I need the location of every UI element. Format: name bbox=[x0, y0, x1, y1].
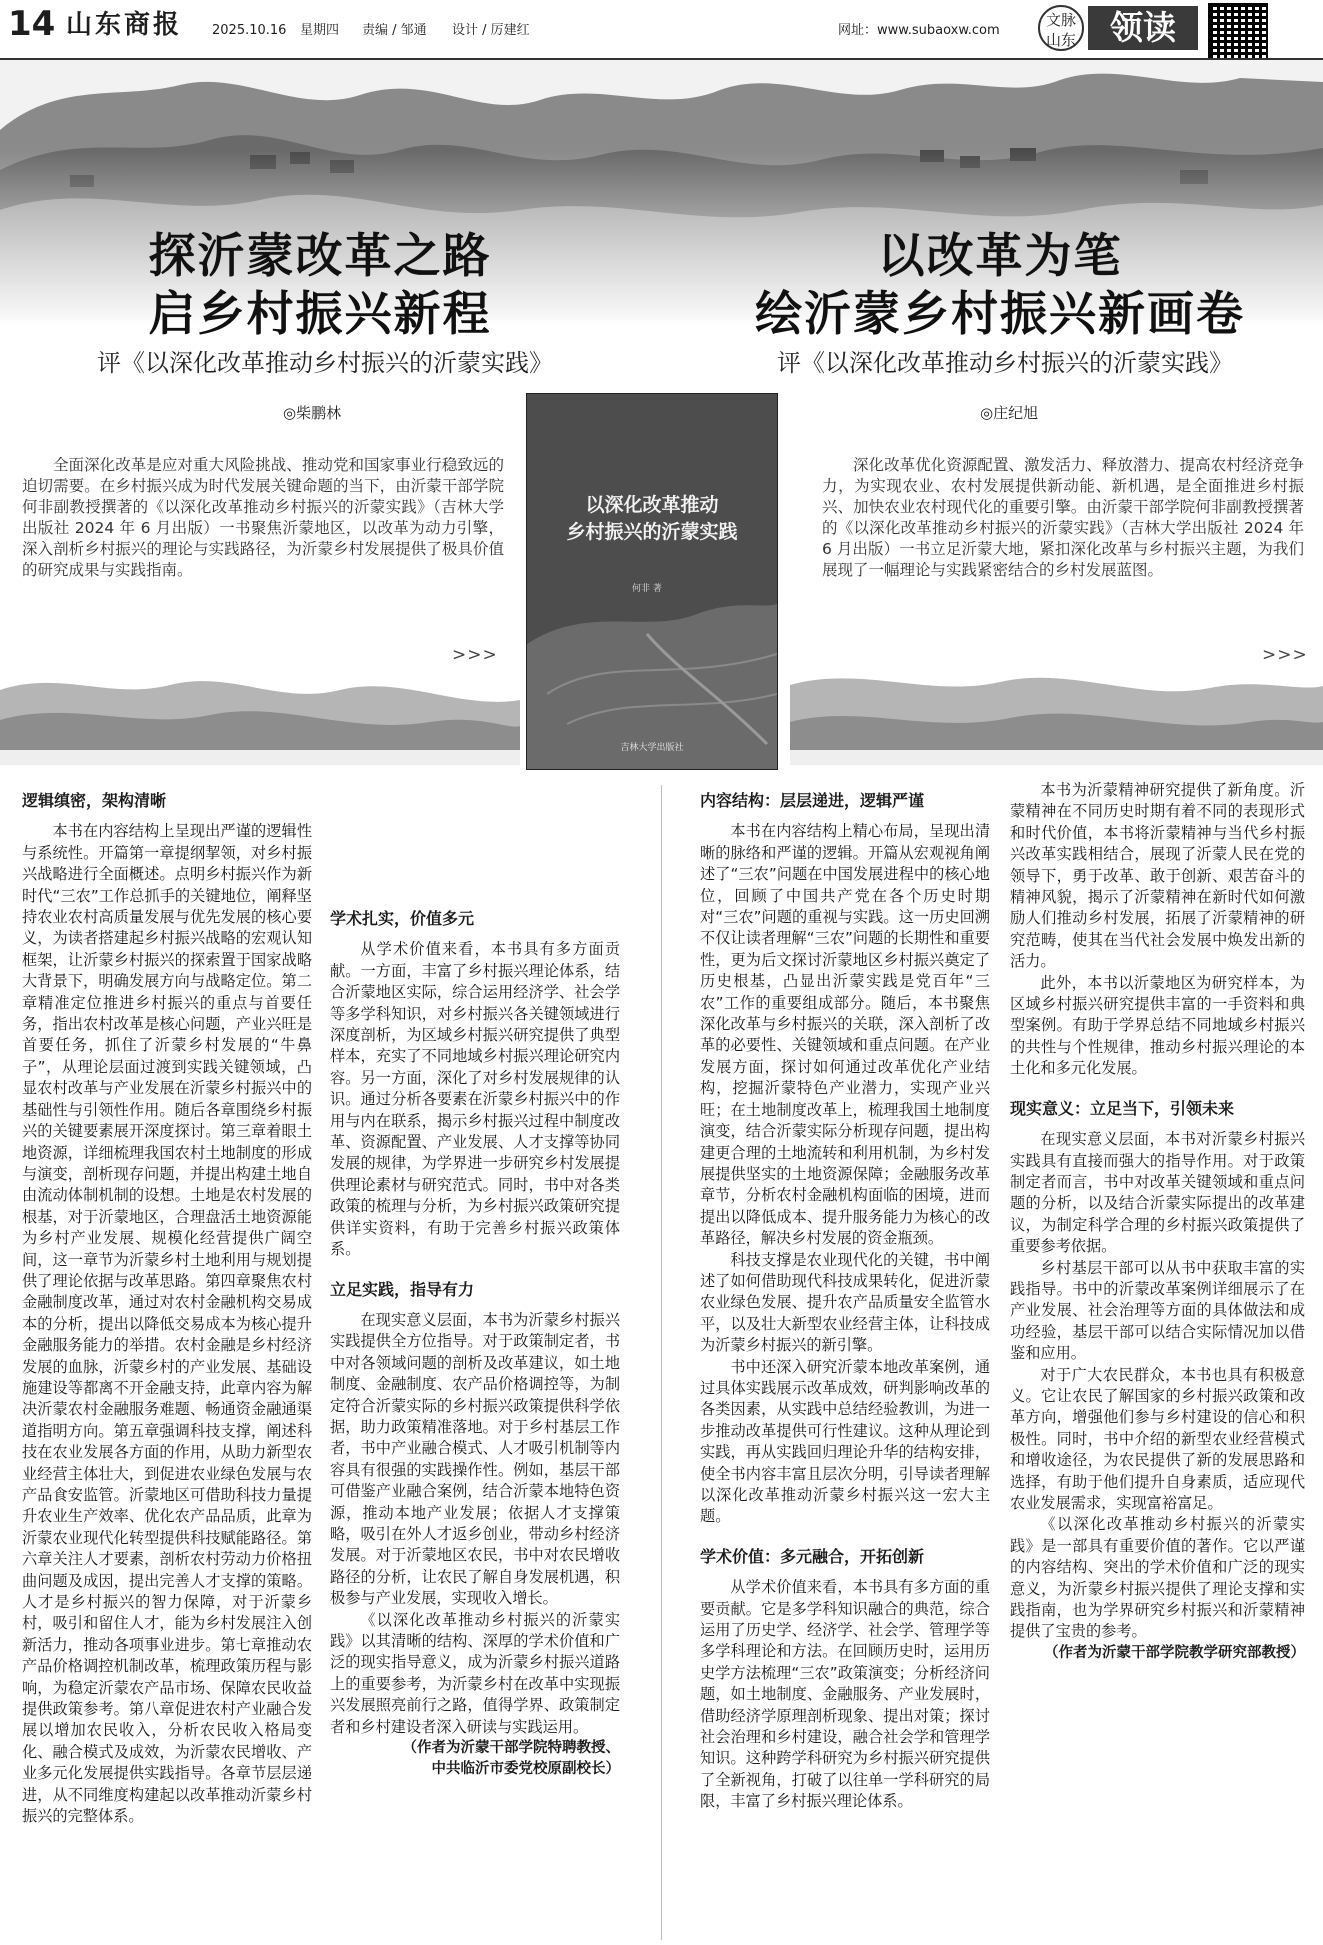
right-section-3-paragraph-4: 《以深化改革推动乡村振兴的沂蒙实践》是一部具有重要价值的著作。它以严谨的内容结构、突出的学术价值和广泛的现实意义，为沂蒙乡村振兴提供了理论支撑和实践指南，也为学界研究乡村振兴和沂蒙精神提供了宝贵的参考。 bbox=[1010, 1515, 1305, 1641]
website-url[interactable]: 网址：www.subaoxw.com bbox=[838, 23, 1000, 38]
right-section-3-paragraph-3: 对于广大农民群众，本书也具有积极意义。它让农民了解国家的乡村振兴政策和改革方向，增强他们参与乡村建设的信心和积极性。同时，书中介绍的新型农业经营模式和增收途径，为农民提供了新的发展思路和选择，有助于他们提升自身素质，适应现代农业发展需求，实现富裕富足。 bbox=[1010, 1365, 1305, 1512]
right-more-arrows: >>> bbox=[1262, 645, 1308, 665]
book-cover bbox=[527, 394, 777, 769]
right-headline-line2: 绘沂蒙乡村振兴新画卷 bbox=[755, 287, 1245, 342]
right-section-2-paragraph-3: 此外，本书以沂蒙地区为研究样本，为区域乡村振兴研究提供丰富的一手资料和典型案例。有助于学界总结不同地域乡村振兴的共性与个性规律，推动乡村振兴理论的本土化和多元化发展。 bbox=[1010, 973, 1305, 1078]
paper-name: 山东商报 bbox=[66, 10, 183, 40]
left-section-3-title: 立足实践，指导有力 bbox=[330, 1279, 475, 1299]
left-article-column-2 bbox=[330, 790, 620, 1781]
right-section-2-title: 学术价值：多元融合，开拓创新 bbox=[700, 1546, 925, 1566]
right-section-1-paragraph-2: 科技支撑是农业现代化的关键，书中阐述了如何借助现代科技成果转化，促进沂蒙农业绿色发展、提升农产品质量安全监管水平，以及壮大新型农业经营主体，让科技成为沂蒙乡村振兴的新引擎。 bbox=[700, 1250, 990, 1355]
left-section-3-paragraph-2: 《以深化改革推动乡村振兴的沂蒙实践》以其清晰的结构、深厚的学术价值和广泛的现实指导意义，成为沂蒙乡村振兴道路上的重要参考，为沂蒙乡村在改革中实现振兴发展照亮前行之路，值得学界、政策制定者和乡村建设者深入研读与实践运用。 bbox=[330, 1610, 620, 1736]
left-headline-line1: 探沂蒙改革之路 bbox=[148, 229, 492, 284]
center-divider bbox=[661, 785, 662, 1940]
left-section-3-paragraph-1: 在现实意义层面，本书为沂蒙乡村振兴实践提供全方位指导。对于政策制定者，书中对各领域问题的剖析及改革建议，如土地制度、金融制度、农产品价格调控等，为制定符合沂蒙实际的乡村振兴政策提供科学依据，助力政策精准落地。对于乡村基层工作者，书中产业融合模式、人才吸引机制等内容具有很强的实践操作性。例如，基层干部可借鉴产业融合案例，结合沂蒙本地特色资源，推动本地产业发展；依据人才支撑策略，吸引在外人才返乡创业，带动乡村经济发展。对于沂蒙地区农民，书中对农民增收路径的分析，让农民了解自身发展机遇，积极参与产业发展，实现收入增长。 bbox=[330, 1310, 620, 1608]
left-subtitle: 评《以深化改革推动乡村振兴的沂蒙实践》 bbox=[97, 349, 553, 377]
qr-code-icon[interactable] bbox=[1208, 3, 1268, 63]
editor-credit: 责编 / 邹通 bbox=[362, 23, 427, 38]
right-section-1-paragraph-3: 书中还深入研究沂蒙本地改革案例，通过具体实践展示改革成效，研判影响改革的各类因素，从实践中总结经验教训，为进一步推动改革提供可行性建议。这种从理论到实践，再从实践回归理论升华的结构安排，使全书内容丰富且层次分明，引导读者理解以深化改革推动沂蒙乡村振兴这一宏大主题。 bbox=[700, 1357, 990, 1526]
left-section-2-title: 学术扎实，价值多元 bbox=[330, 909, 475, 928]
right-section-1-paragraph-1: 本书在内容结构上精心布局，呈现出清晰的脉络和严谨的逻辑。开篇从宏观视角阐述了“三农”问题在中国发展进程中的核心地位，回顾了中国共产党在各个历史时期对“三农”问题的重视与实践。这一历史回溯不仅让读者理解“三农”问题的长期性和重要性，更为后文探讨沂蒙地区乡村振兴奠定了历史根基，凸显出沂蒙实践是党百年“三农”工作的重要组成部分。随后，本书聚焦深化改革与乡村振兴的关联，深入剖析了改革的必要性、关键领域和重点问题。在产业发展方面，探讨如何通过改革优化产业结构，挖掘沂蒙特色产业潜力，实现产业兴旺；在土地制度改革上，梳理我国土地制度演变，结合沂蒙实际分析现存问题，提出构建更合理的土地流转和利用机制，为乡村发展提供坚实的土地资源保障；金融服务改革章节，分析农村金融机构面临的困境，进而提出以降低成本、提升服务能力为核心的改革路径，解决乡村发展的资金瓶颈。 bbox=[700, 822, 990, 1248]
issue-date: 2025.10.16 bbox=[212, 23, 287, 38]
page-number: 14 bbox=[8, 4, 56, 44]
left-headline bbox=[40, 228, 600, 344]
masthead bbox=[0, 0, 1323, 58]
left-author-note-2: 中共临沂市委党校原副校长） bbox=[431, 1761, 620, 1778]
book-title-line1: 以深化改革推动 bbox=[585, 494, 719, 516]
book-title bbox=[527, 492, 777, 546]
left-intro: 全面深化改革是应对重大风险挑战、推动党和国家事业行稳致远的迫切需要。在乡村振兴成为时代发展关键命题的当下，由沂蒙干部学院何非副教授撰著的《以深化改革推动乡村振兴的沂蒙实践》（吉林大学出版社 2024 年 6 月出版）一书聚焦沂蒙地区，以改革为动力引擎，深入剖析乡村振兴的理论与实践路径，为沂蒙乡村发展提供了极具价值的研究成果与实践指南。 bbox=[22, 456, 504, 579]
right-headline-line1: 以改革为笔 bbox=[877, 229, 1123, 284]
book-title-line2: 乡村振兴的沂蒙实践 bbox=[566, 521, 738, 543]
right-section-3-paragraph-1: 在现实意义层面，本书对沂蒙乡村振兴实践具有直接而强大的指导作用。对于政策制定者而言，书中对改革关键领域和重点问题的分析，以及结合沂蒙实际提出的改革建议，为制定科学合理的乡村振兴政策提供了重要参考依据。 bbox=[1010, 1130, 1305, 1256]
left-section-1-title: 逻辑缜密，架构清晰 bbox=[22, 791, 167, 810]
book-author: 何非 著 bbox=[632, 584, 662, 594]
right-section-1-title: 内容结构：层层递进，逻辑严谨 bbox=[700, 791, 925, 810]
left-headline-line2: 启乡村振兴新程 bbox=[148, 287, 492, 342]
right-article-column-1 bbox=[700, 790, 990, 1813]
issue-weekday: 星期四 bbox=[300, 23, 340, 38]
right-section-2-paragraph-1: 从学术价值来看，本书具有多方面的重要贡献。它是多学科知识融合的典范，综合运用了历史学、经济学、社会学、管理学等多学科理论和方法。在回顾历史时，运用历史学方法梳理“三农”政策演变；分析经济问题，如土地制度、金融服务、产业发展时，借助经济学原理剖析现象、提出对策；探讨社会治理和乡村建设，融合社会学和管理学知识。这种跨学科研究为乡村振兴研究提供了全新视角，打破了以往单一学科研究的局限，丰富了乡村振兴理论体系。 bbox=[700, 1578, 990, 1811]
right-byline: ◎庄纪旭 bbox=[980, 404, 1039, 422]
left-more-arrows: >>> bbox=[452, 645, 498, 665]
left-section-2-paragraph: 从学术价值来看，本书具有多方面贡献。一方面，丰富了乡村振兴理论体系，结合沂蒙地区实际，综合运用经济学、社会学等多学科知识，对乡村振兴各关键领域进行深度剖析，为区域乡村振兴研究提供了典型样本，充实了不同地域乡村振兴理论研究内容。另一方面，深化了对乡村发展规律的认识。通过分析各要素在沂蒙乡村振兴中的作用与内在联系，揭示乡村振兴过程中制度改革、资源配置、产业发展、人才支撑等协同发展的规律，为学界进一步研究乡村发展提供理论素材与研究范式。同时，书中对各类政策的梳理与分析，为乡村振兴政策研究提供详实资料，有助于完善乡村振兴政策体系。 bbox=[330, 940, 620, 1259]
right-headline bbox=[700, 228, 1300, 344]
right-author-note: （作者为沂蒙干部学院教学研究部教授） bbox=[1044, 1644, 1305, 1661]
left-author-note-1: （作者为沂蒙干部学院特聘教授、 bbox=[402, 1740, 620, 1757]
right-article-column-2 bbox=[1010, 780, 1305, 1664]
designer-credit: 设计 / 厉建红 bbox=[452, 23, 530, 38]
right-section-2-paragraph-2: 本书为沂蒙精神研究提供了新角度。沂蒙精神在不同历史时期有着不同的表现形式和时代价值，本书将沂蒙精神与当代乡村振兴改革实践相结合，展现了沂蒙人民在党的领导下，勇于改革、敢于创新、艰苦奋斗的精神风貌，揭示了沂蒙精神在新时代如何激励人们推动乡村发展，拓展了沂蒙精神的研究范畴，使其在当代社会发展中焕发出新的活力。 bbox=[1010, 781, 1305, 971]
right-section-3-title: 现实意义：立足当下，引领未来 bbox=[1010, 1098, 1235, 1118]
left-byline: ◎柴鹏林 bbox=[283, 404, 342, 422]
left-section-1-paragraph: 本书在内容结构上呈现出严谨的逻辑性与系统性。开篇第一章提纲挈领，对乡村振兴战略进行全面概述。点明乡村振兴作为新时代“三农”工作总抓手的关键地位，阐释坚持农业农村高质量发展与优先发展的核心要义，为读者搭建起乡村振兴战略的宏观认知框架，让沂蒙乡村振兴的探索置于国家战略大背景下，明确发展方向与战略定位。第二章精准定位推进乡村振兴的重点与首要任务，指出农村改革是核心问题，产业兴旺是首要任务，抓住了沂蒙乡村发展的“牛鼻子”，从理论层面过渡到实践关键领域，凸显农村改革与产业发展在沂蒙乡村振兴中的基础性与引领性作用。随后各章围绕乡村振兴的关键要素展开深度探讨。第三章着眼土地资源，详细梳理我国农村土地制度的形成与演变，剖析现存问题，并提出构建土地自由流动体制机制的设想。土地是农村发展的根基，对于沂蒙地区，合理盘活土地资源能为乡村产业发展、规模化经营提供广阔空间，这一章节为沂蒙乡村土地利用与规划提供了理论依据与改革思路。第四章聚焦农村金融制度改革，通过对农村金融机构交易成本的分析，提出以降低交易成本为核心提升金融服务能力的举措。农村金融是乡村经济发展的血脉，沂蒙乡村的产业发展、基础设施建设等都离不开金融支持，此章内容为解决沂蒙农村金融服务难题、畅通资金融通渠道指明方向。第五章强调科技支撑，阐述科技在农业发展各方面的作用，从助力新型农业经营主体壮大，到促进农业绿色发展与农产品食安监管。沂蒙地区可借助科技力量提升农业生产效率、优化农产品品质，此章为沂蒙农业现代化转型提供科技赋能路径。第六章关注人才要素，剖析农村劳动力价格扭曲问题及成因，提出完善人才支撑的策略。人才是乡村振兴的智力保障，对于沂蒙乡村，吸引和留住人才，能为乡村发展注入创新活力，推动各项事业进步。第七章推动农产品价格调控机制改革，梳理政策历程与影响，为稳定沂蒙农产品市场、保障农民收益提供政策参考。第八章促进农村产业融合发展以增加农民收入，分析农民收入格局变化、融合模式及成效，为沂蒙农民增收、产业多元化发展提供实践指导。各章节层层递进，从不同维度构建起以改革推动沂蒙乡村振兴的完整体系。 bbox=[22, 822, 312, 1826]
right-intro: 深化改革优化资源配置、激发活力、释放潜力、提高农村经济竞争力，为实现农业、农村发展提供新动能、新机遇，是全面推进乡村振兴、加快农业农村现代化的重要引擎。由沂蒙干部学院何非副教授撰著的《以深化改革推动乡村振兴的沂蒙实践》（吉林大学出版社 2024 年 6 月出版）一书立足沂蒙大地，紧扣深化改革与乡村振兴主题，为我们展现了一幅理论与实践紧密结合的乡村发展蓝图。 bbox=[822, 456, 1304, 579]
left-article-column-1 bbox=[22, 790, 312, 1943]
culture-logo: 文脉山东 bbox=[1038, 5, 1084, 51]
right-subtitle: 评《以深化改革推动乡村振兴的沂蒙实践》 bbox=[777, 349, 1233, 377]
right-section-3-paragraph-2: 乡村基层干部可以从书中获取丰富的实践指导。书中的沂蒙改革案例详细展示了在产业发展、社会治理等方面的具体做法和成功经验，基层干部可以结合实际情况加以借鉴和应用。 bbox=[1010, 1258, 1305, 1363]
book-publisher: 吉林大学出版社 bbox=[620, 743, 684, 753]
section-title: 领读 bbox=[1088, 6, 1198, 50]
